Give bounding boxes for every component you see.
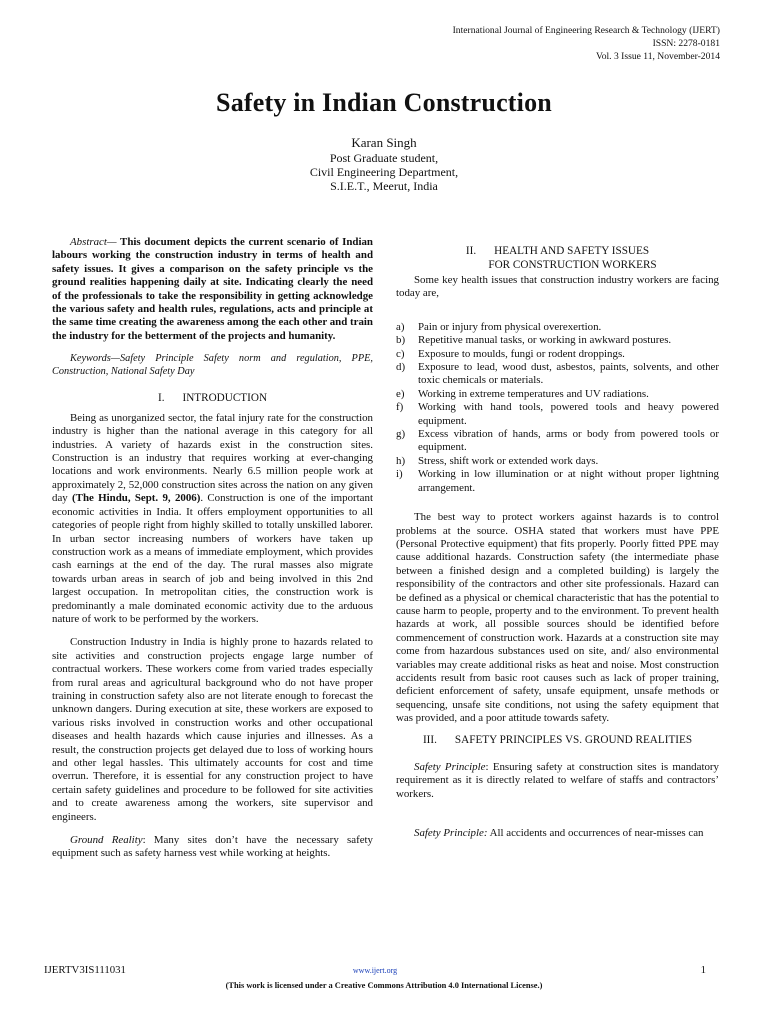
intro-citation: (The Hindu, Sept. 9, 2006) <box>72 492 201 505</box>
list-item <box>396 334 719 347</box>
abstract-text: This document depicts the current scenario of Indian labours working the construction industry in terms of health and safety issues. It gives a comparison on the safety principle vs the ground realities happening daily at site. Indicating clearly the need of the professionals to take the responsibility in getting acknowledge the various safety and health rules, regulations, acts and principle at the same time creating the awareness among the each other and train the industry for the betterment of the projects and humanity. <box>52 236 373 342</box>
list-item <box>396 321 719 334</box>
intro-paragraph-2: Construction Industry in India is highly prone to hazards related to site activities and construction projects engage large number of contractual workers. These workers come from varied trades especially from rural areas and agricultural background who do not have proper training in construction safety also are not literate enough to forecast the unknown dangers. During execution at site, these workers are exposed to various risks involved in construction works and other occupational diseases and health hazards which cause injuries and illnesses. As a result, the construction projects get delayed due to loss of working hours and other legal hassles. This ultimately accounts for cost and time overrun. Therefore, it is essential for any construction project to have certain safety guidelines and procedure to be followed for site activities and to create awareness among the workers, site supervisor and engineers. <box>52 636 373 823</box>
section-number: I. <box>157 392 165 405</box>
author-dept: Civil Engineering Department, <box>309 165 459 179</box>
list-item-text: Excess vibration of hands, arms or body from powered tools or equipment. <box>418 428 719 454</box>
safety-principle-1 <box>396 761 719 801</box>
list-item-text: Stress, shift work or extended work days. <box>418 454 599 467</box>
author-name: Karan Singh <box>351 135 417 150</box>
paper-title: Safety in Indian Construction <box>216 88 552 117</box>
page-number: 1 <box>700 964 706 976</box>
abstract <box>52 236 373 343</box>
list-item-label: d) <box>396 361 406 374</box>
ground-reality-label: Ground Reality <box>70 834 143 847</box>
list-item-text: Exposure to moulds, fungi or rodent droppings. <box>418 347 625 360</box>
list-item <box>396 455 719 468</box>
intro-text: Being as unorganized sector, the fatal injury rate for the construction industry is higher than the national average in this category for all industries. A variety of hazards exist in the construction sites. Construction is an industry that requires working at ever-changing locations and work environments. Nearly 6.5 million people work at approximately 2, 52,000 construction sites across the nation on any given day <box>52 411 373 505</box>
left-column <box>52 236 373 861</box>
section-number: II. <box>465 245 477 257</box>
list-item-text: Exposure to lead, wood dust, asbestos, paints, solvents, and other toxic chemicals or materials. <box>418 361 719 387</box>
list-item <box>396 348 719 361</box>
license-note: (This work is licensed under a Creative Commons Attribution 4.0 International License.) <box>225 981 543 990</box>
list-item-label: c) <box>396 347 405 360</box>
section-heading-safety <box>396 734 719 747</box>
list-item <box>396 388 719 401</box>
journal-name: International Journal of Engineering Research & Technology (IJERT) <box>452 25 720 36</box>
list-item-label: i) <box>396 468 403 481</box>
author-block <box>0 136 768 193</box>
section-title: SAFETY PRINCIPLES VS. GROUND REALITIES <box>454 733 693 746</box>
author-institution: S.I.E.T., Meerut, India <box>330 179 438 193</box>
paper-id: IJERTV3IS111031 <box>44 964 126 976</box>
author-role: Post Graduate student, <box>329 151 439 165</box>
list-item-text: Pain or injury from physical overexertion. <box>418 320 602 333</box>
section-number: III. <box>422 733 437 746</box>
list-item-label: a) <box>396 320 405 333</box>
journal-volume: Vol. 3 Issue 11, November-2014 <box>596 51 720 62</box>
list-item-label: b) <box>396 334 406 347</box>
safety-principle-text: : Ensuring safety at construction sites is mandatory requirement as it is directly related to welfare of staffs and contractors’ workers. <box>396 761 719 800</box>
health-paragraph-2: The best way to protect workers against hazards is to control problems at the source. OSHA stated that workers must have PPE (Personal Protective equipment) that fits properly. Poorly fitted PPE may cause additional hazards. Construction safety (the intermediate phase between a finished design and a completed building) is largely the responsibility of the contractors and other site professionals. Hazard can be defined as a physical or chemical characteristic that has the potential to cause harm to people, property and to the environment. To prevent health hazards at work, all possible sources should be identified before commencement of construction work. Hazards at a construction site may come from hazardous substances used on site, and/ also environmental variables may create additional risks as heat and noise. Most construction accidents result from basic root causes such as lack of proper training, deficient enforcement of safety, unsafe equipment, unsafe methods or sequencing, unsafe site conditions, not using the safety equipment that was provided, and a poor attitude towards safety. <box>396 511 719 725</box>
ground-reality-paragraph <box>52 834 373 861</box>
list-item-text: Repetitive manual tasks, or working in awkward postures. <box>418 334 672 347</box>
list-item <box>396 401 719 428</box>
health-issues-list <box>396 321 719 495</box>
list-item-text: Working in extreme temperatures and UV radiations. <box>418 387 649 400</box>
keywords: Keywords—Safety Principle Safety norm and regulation, PPE, Construction, National Safety Day <box>52 353 373 377</box>
journal-url-link[interactable]: www.ijert.org <box>352 966 398 975</box>
intro-paragraph-1 <box>52 412 373 627</box>
safety-principle-label: Safety Principle <box>414 761 486 773</box>
list-item <box>396 361 719 388</box>
section-title: INTRODUCTION <box>182 392 268 405</box>
journal-header <box>453 24 720 63</box>
list-item-text: Working with hand tools, powered tools and heavy powered equipment. <box>418 401 719 427</box>
journal-issn: ISSN: 2278-0181 <box>652 38 720 49</box>
list-item-text: Working in low illumination or at night without proper lightning arrangement. <box>418 468 719 494</box>
section-heading-health <box>396 244 719 272</box>
list-item <box>396 468 719 495</box>
list-item-label: h) <box>396 454 406 467</box>
intro-text-cont: . Construction is one of the important economic activities in India. It offers employment opportunities to all categories of people right from highly skilled to totally unskilled laborer. In urban sector increasing numbers of workers have taken up construction work as a means of immediate employment, which provides cash earnings at the end of the day. The rural masses also migrate towards urban areas in search of job and being involved in this 2nd largest occupation. In metropolitan cities, the construction work is predominantly a male dominated economic activity due to the arduous nature of work to be performed by the workers. <box>52 492 373 625</box>
abstract-label: Abstract— <box>70 236 117 248</box>
list-item <box>396 428 719 455</box>
section-title-line2: FOR CONSTRUCTION WORKERS <box>488 259 657 271</box>
health-intro: Some key health issues that construction industry workers are facing today are, <box>396 274 719 300</box>
list-item-label: e) <box>396 387 405 400</box>
right-column <box>396 236 719 841</box>
list-item-label: g) <box>396 428 406 441</box>
safety-principle-2 <box>396 827 719 840</box>
ground-reality-text: : Many sites don’t have the necessary safety equipment such as safety harness vest while working at heights. <box>52 834 373 860</box>
safety-principle-text: All accidents and occurrences of near-misses can <box>487 827 704 840</box>
safety-principle-label: Safety Principle: <box>414 827 488 840</box>
section-heading-introduction <box>52 392 373 405</box>
section-title-line1: HEALTH AND SAFETY ISSUES <box>494 245 650 257</box>
list-item-label: f) <box>396 401 404 414</box>
